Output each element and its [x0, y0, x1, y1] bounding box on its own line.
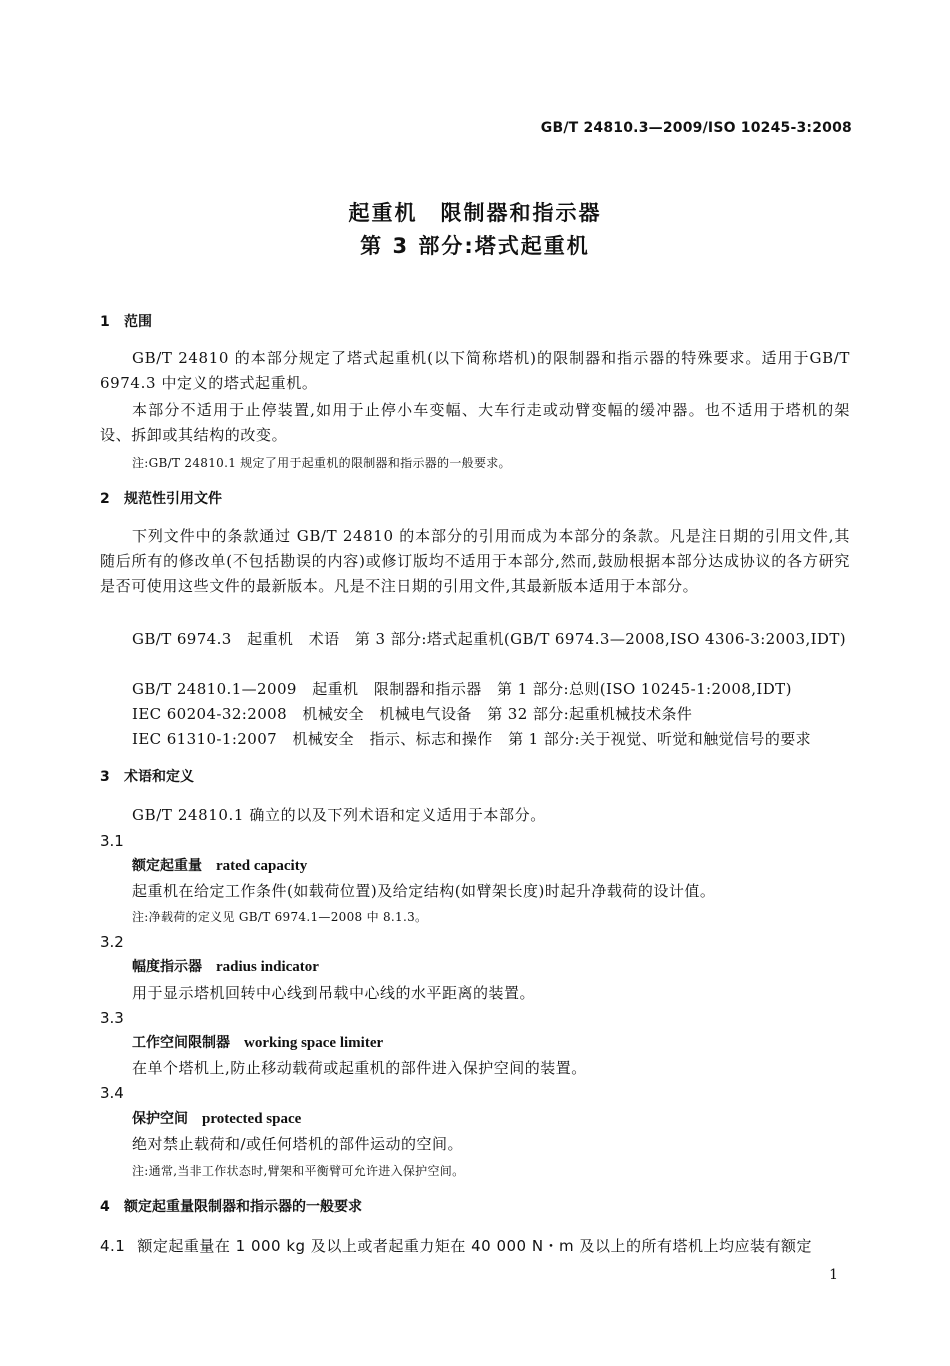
term-clause-number: 3.4: [100, 1084, 124, 1102]
term-en: radius indicator: [216, 959, 319, 975]
term-zh: 额定起重量: [132, 858, 202, 874]
clause-number: 4.1: [100, 1237, 126, 1255]
standard-number-header: GB/T 24810.3—2009/ISO 10245-3:2008: [540, 120, 852, 136]
section-title: 范围: [124, 314, 152, 330]
section-1-heading: [100, 310, 152, 335]
section-3-paragraph-1: GB/T 24810.1 确立的以及下列术语和定义适用于本部分。: [132, 806, 546, 824]
term-definition: 绝对禁止载荷和/或任何塔机的部件运动的空间。: [132, 1135, 464, 1153]
section-number: 1: [100, 314, 110, 330]
reference-item: GB/T 6974.3 起重机 术语 第 3 部分:塔式起重机(GB/T 6974.3—2008,ISO 4306-3:2003,IDT): [132, 630, 847, 648]
term-entry: [132, 955, 319, 980]
clause-4-1: [100, 1234, 812, 1259]
section-number: 4: [100, 1199, 110, 1215]
term-note: 注:通常,当非工作状态时,臂架和平衡臂可允许进入保护空间。: [132, 1164, 465, 1178]
section-1-paragraph-1: GB/T 24810 的本部分规定了塔式起重机(以下简称塔机)的限制器和指示器的特殊要求。适用于GB/T 6974.3 中定义的塔式起重机。: [100, 349, 850, 392]
page-number: 1: [829, 1267, 838, 1283]
document-title-line1: 起重机 限制器和指示器: [348, 201, 602, 225]
section-number: 2: [100, 491, 110, 507]
document-title-line2: 第 3 部分:塔式起重机: [360, 234, 590, 258]
term-en: protected space: [202, 1111, 302, 1127]
term-zh: 保护空间: [132, 1111, 188, 1127]
term-en: rated capacity: [216, 858, 308, 874]
section-1-paragraph-2: 本部分不适用于止停装置,如用于止停小车变幅、大车行走或动臂变幅的缓冲器。也不适用于塔机的架设、拆卸或其结构的改变。: [100, 401, 850, 444]
section-title: 规范性引用文件: [124, 491, 222, 507]
term-definition: 起重机在给定工作条件(如载荷位置)及给定结构(如臂架长度)时起升净载荷的设计值。: [132, 882, 716, 900]
section-3-heading: [100, 765, 194, 790]
term-note: 注:净载荷的定义见 GB/T 6974.1—2008 中 8.1.3。: [132, 910, 428, 924]
section-title: 术语和定义: [124, 769, 194, 785]
term-clause-number: 3.3: [100, 1009, 124, 1027]
term-zh: 工作空间限制器: [132, 1035, 230, 1051]
term-zh: 幅度指示器: [132, 959, 202, 975]
section-4-heading: [100, 1195, 362, 1220]
term-entry: [132, 1031, 383, 1056]
term-definition: 用于显示塔机回转中心线到吊载中心线的水平距离的装置。: [132, 984, 536, 1002]
term-clause-number: 3.2: [100, 933, 124, 951]
term-entry: [132, 1107, 301, 1132]
reference-item: IEC 61310-1:2007 机械安全 指示、标志和操作 第 1 部分:关于视觉、听觉和触觉信号的要求: [132, 730, 812, 748]
clause-text: 额定起重量在 1 000 kg 及以上或者起重力矩在 40 000 N・m 及以上的所有塔机上均应装有额定: [137, 1237, 812, 1255]
term-clause-number: 3.1: [100, 832, 124, 850]
term-en: working space limiter: [244, 1035, 384, 1051]
reference-item: IEC 60204-32:2008 机械安全 机械电气设备 第 32 部分:起重机械技术条件: [132, 705, 693, 723]
term-definition: 在单个塔机上,防止移动载荷或起重机的部件进入保护空间的装置。: [132, 1059, 587, 1077]
section-2-heading: [100, 487, 222, 512]
section-1-note: 注:GB/T 24810.1 规定了用于起重机的限制器和指示器的一般要求。: [132, 456, 511, 470]
reference-item: GB/T 24810.1—2009 起重机 限制器和指示器 第 1 部分:总则(ISO 10245-1:2008,IDT): [132, 680, 792, 698]
section-2-paragraph-1: 下列文件中的条款通过 GB/T 24810 的本部分的引用而成为本部分的条款。凡是注日期的引用文件,其随后所有的修改单(不包括勘误的内容)或修订版均不适用于本部分,然而,鼓励根据本部分达成协议的各方研究是否可使用这些文件的最新版本。凡是不注日期的引用文件,其最新版本适用于本部分。: [100, 527, 850, 595]
term-entry: [132, 854, 307, 879]
section-number: 3: [100, 769, 110, 785]
section-title: 额定起重量限制器和指示器的一般要求: [124, 1199, 362, 1215]
